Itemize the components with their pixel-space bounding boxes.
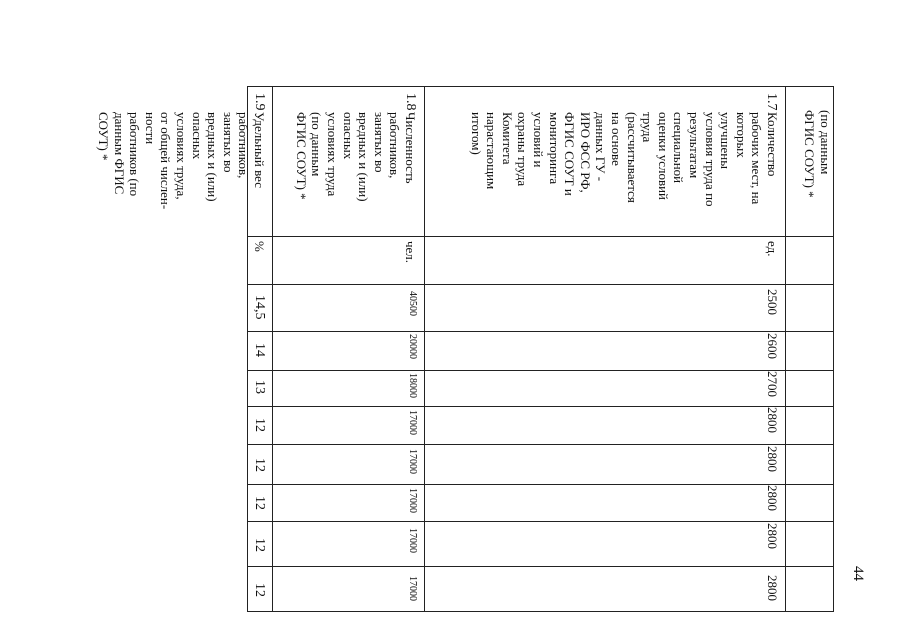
row-1-9-line: работников (по [127, 112, 143, 197]
row-1-8-line: ФГИС СОУТ) * [293, 112, 309, 200]
row-1-9-line: ности [142, 112, 158, 145]
table-border-top [247, 86, 834, 87]
row-1-9-unit: % [252, 241, 267, 252]
table-border-bottom [247, 611, 834, 612]
row-1-7-line: ИРО ФСС РФ, [577, 112, 593, 193]
row-1-7-line: труда [640, 112, 656, 143]
row-1-7-value: 2800 [765, 407, 780, 433]
row-1-8-value: 18000 [407, 373, 418, 398]
table-divider-row-1.9-1.8 [272, 86, 273, 612]
row-1-8-line: опасных [340, 112, 356, 160]
row-1-8-value: 17000 [407, 528, 418, 553]
row-1-9-line: от общей числен- [158, 112, 174, 210]
row-1-8-line: вредных и (или) [356, 112, 372, 202]
row-1-7-line: специальной [671, 112, 687, 184]
row-1-8-value: 17000 [407, 576, 418, 601]
row-1-9-line: условиях труда, [174, 112, 190, 200]
row-1-7-line: Комитета [499, 112, 515, 165]
row-1-7-number: 1.7 [764, 93, 779, 111]
row-1-8-number: 1.8 [403, 93, 418, 111]
table-divider-name-unit [247, 236, 834, 237]
row-1-9-line: опасных [189, 112, 205, 160]
row-1-7-value: 2800 [765, 485, 780, 511]
table-divider-row-1.8-1.7 [424, 86, 425, 612]
row-1-9-number: 1.9 [252, 93, 267, 111]
row-1-8-value: 17000 [407, 488, 418, 513]
row-1-8-unit: чел. [403, 241, 418, 264]
table-divider-col3 [247, 406, 834, 407]
row-1-9-value: 14,5 [252, 295, 267, 320]
row-1-9-line: Удельный вес [252, 112, 267, 189]
table-divider-col2 [247, 370, 834, 371]
row-1-8-value: 40500 [407, 291, 418, 316]
row-1-9-label [95, 112, 267, 234]
row-1-7-line: мониторинга [546, 112, 562, 185]
row-1-9-value: 12 [252, 583, 267, 597]
row-1-7-line: Количество [765, 112, 780, 177]
row-1-7-line: результатам [687, 112, 703, 179]
top-fragment-line-2: ФГИС СОУТ) * [802, 110, 818, 198]
row-1-7-line: рабочих мест, на [749, 112, 765, 205]
row-1-8-line: Численность [403, 112, 418, 184]
page-number: 44 [850, 566, 866, 581]
row-1-9-value: 12 [252, 496, 267, 510]
row-1-8-line: занятых во [371, 112, 387, 173]
table-divider-col6 [247, 521, 834, 522]
row-1-9-value: 14 [252, 343, 267, 357]
row-1-7-line: условия труда по [702, 112, 718, 207]
table-border-right [833, 86, 834, 612]
table-divider-col5 [247, 484, 834, 485]
row-1-7-unit: ед. [765, 241, 780, 257]
row-1-8-line: условиях труда [325, 112, 341, 197]
table-divider-col7 [247, 566, 834, 567]
row-1-9-line: вредных и (или) [205, 112, 221, 202]
row-1-9-value: 13 [252, 380, 267, 394]
row-1-9-value: 12 [252, 458, 267, 472]
row-1-7-value: 2800 [765, 575, 780, 601]
row-1-7-line: ФГИС СОУТ и [562, 112, 578, 196]
row-1-7-line: оценки условий [655, 112, 671, 201]
row-1-9-line: СОУТ) * [96, 112, 112, 161]
row-1-7-line: условий и [531, 112, 547, 168]
row-1-7-line: которых [733, 112, 749, 158]
top-fragment-line-1: (по данным [818, 110, 833, 175]
row-1-8-value: 17000 [407, 449, 418, 474]
row-1-7-line: улучшены [718, 112, 734, 169]
row-1-8-label [293, 112, 418, 234]
row-1-7-value: 2600 [765, 333, 780, 359]
table-divider-row-1.7-top [785, 86, 786, 612]
row-1-9-line: занятых во [220, 112, 236, 173]
row-1-8-value: 20000 [407, 334, 418, 359]
table-divider-col4 [247, 444, 834, 445]
row-1-9-value: 12 [252, 538, 267, 552]
row-1-7-value: 2800 [765, 446, 780, 472]
row-1-7-line: нарастающим [484, 112, 500, 190]
table-divider-col1 [247, 331, 834, 332]
row-1-7-value: 2800 [765, 523, 780, 549]
row-1-8-value: 17000 [407, 410, 418, 435]
row-1-7-line: охраны труда [515, 112, 531, 187]
table-divider-unit-values [247, 284, 834, 285]
row-1-9-value: 12 [252, 418, 267, 432]
top-fragment-text [802, 110, 833, 230]
row-1-7-line: на основе [609, 112, 625, 166]
row-1-7-line: итогом) [468, 112, 484, 155]
row-1-9-line: работников, [236, 112, 252, 179]
row-1-7-line: (рассчитывается [624, 112, 640, 203]
row-1-9-line: данным ФГИС [111, 112, 127, 195]
row-1-8-line: (по данным [309, 112, 325, 177]
row-1-7-label [468, 112, 780, 234]
row-1-7-value: 2700 [765, 371, 780, 397]
row-1-7-line: данных ГУ - [593, 112, 609, 182]
row-1-8-line: работников, [387, 112, 403, 179]
row-1-7-value: 2500 [765, 289, 780, 315]
